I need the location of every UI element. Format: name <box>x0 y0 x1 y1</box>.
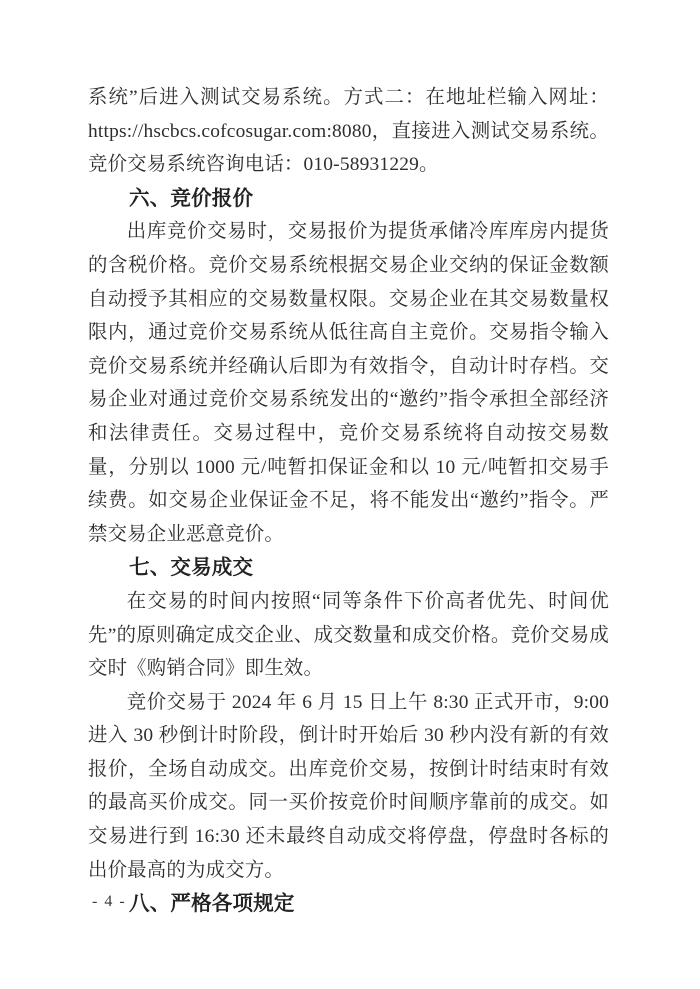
paragraph-trading-schedule: 竞价交易于 2024 年 6 月 15 日上午 8:30 正式开市，9:00 进入 30 秒倒计时阶段，倒计时开始后 30 秒内没有新的有效报价，全场自动成交。出库竞价交易，按倒计时结束时有效的最高买价成交。同一买价按竞价时间顺序靠前的成交。如交易进行到 16:30 还未最终自动成交将停盘，停盘时各标的出价最高的为成交方。 <box>88 691 609 881</box>
section-heading-seven-deal-closing: 七、交易成交 <box>129 556 254 580</box>
paragraph-test-system-access: 系统”后进入测试交易系统。方式二：在地址栏输入网址：https://hscbcs.cofcosugar.com:8080，直接进入测试交易系统。竞价交易系统咨询电话：010-58931229。 <box>88 87 609 176</box>
paragraph-deal-principle: 在交易的时间内按照“同等条件下价高者优先、时间优先”的原则确定成交企业、成交数量和成交价格。竞价交易成交时《购销合同》即生效。 <box>88 590 609 680</box>
section-heading-six-bidding-quote: 六、竞价报价 <box>129 186 254 210</box>
page-number: - 4 - <box>92 893 127 910</box>
section-heading-eight-strict-rules: 八、严格各项规定 <box>129 892 295 916</box>
document-content <box>88 81 609 921</box>
paragraph-bidding-quote-rules: 出库竞价交易时，交易报价为提货承储冷库库房内提货的含税价格。竞价交易系统根据交易企业交纳的保证金数额自动授予其相应的交易数量权限。交易企业在其交易数量权限内，通过竞价交易系统从低往高自主竞价。交易指令输入竞价交易系统并经确认后即为有效指令，自动计时存档。交易企业对通过竞价交易系统发出的“邀约”指令承担全部经济和法律责任。交易过程中，竞价交易系统将自动按交易数量，分别以 1000 元/吨暂扣保证金和以 10 元/吨暂扣交易手续费。如交易企业保证金不足，将不能发出“邀约”指令。严禁交易企业恶意竞价。 <box>88 221 609 545</box>
